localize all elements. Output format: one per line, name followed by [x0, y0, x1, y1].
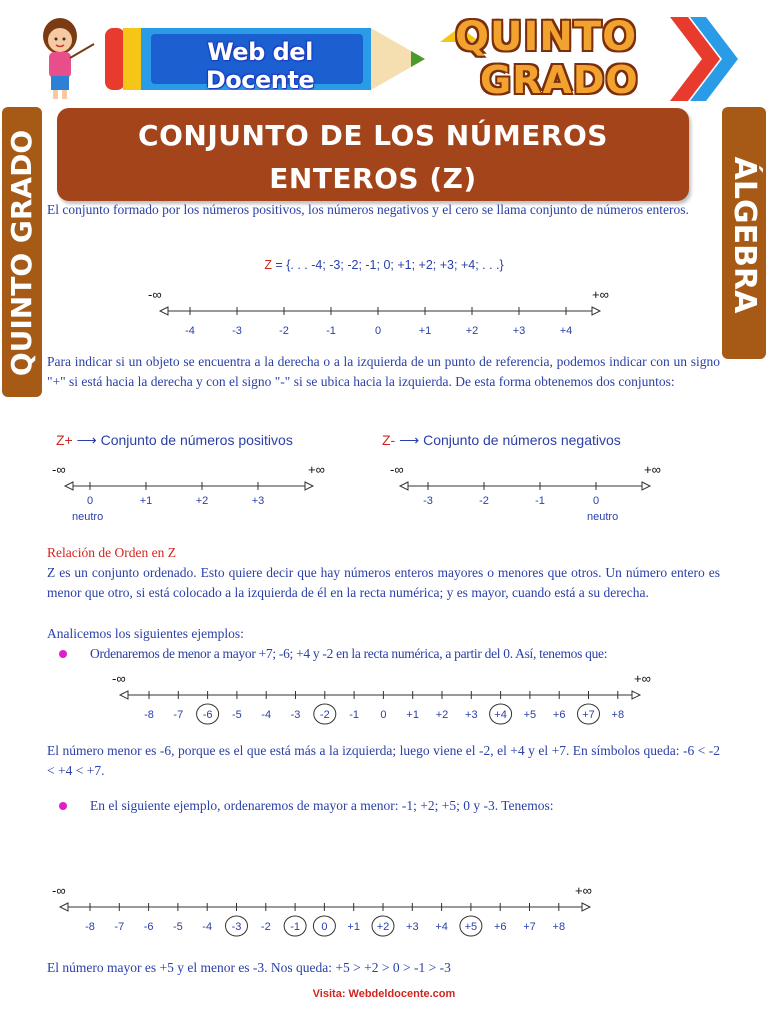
example2-conclusion: El número mayor es +5 y el menor es -3. Nos queda: +5 > +2 > 0 > -1 > -3	[47, 960, 451, 975]
tick-label: -2	[260, 921, 271, 933]
arrow-right-icon	[632, 691, 640, 699]
neg-infinity-label: -∞	[52, 462, 66, 477]
tick-label: +4	[494, 709, 507, 721]
pos-infinity-label: +∞	[634, 671, 651, 686]
title-line1: CONJUNTO DE LOS NÚMEROS	[138, 119, 608, 152]
direction-paragraph: Para indicar si un objeto se encuentra a la derecha o a la izquierda de un punto de referencia, podemos indicar con un signo "+" si está hacia la derecha y con el signo "-" si se ubica hacia la izquierda. De esta forma obtenemos dos conjuntos:	[47, 354, 720, 389]
tick-label: +2	[435, 709, 449, 721]
tick-label: -8	[85, 921, 95, 933]
tick-label: -5	[232, 709, 242, 721]
tick-label: +3	[512, 325, 526, 337]
number-line-positive	[52, 462, 325, 507]
logo-text: Web del Docente	[205, 38, 315, 94]
pos-infinity-label: +∞	[592, 287, 609, 302]
tick-label: +7	[523, 921, 536, 933]
positive-set-heading	[56, 432, 293, 449]
intro-paragraph: El conjunto formado por los números positivos, los números negativos y el cero se llama conjunto de números enteros.	[47, 202, 689, 217]
arrow-right-icon	[642, 482, 650, 490]
arrow-right-icon	[582, 903, 590, 911]
arrow-left-icon	[65, 482, 73, 490]
tick-label: 0	[592, 495, 600, 507]
footer-link[interactable]: Visita: Webdeldocente.com	[312, 988, 456, 1000]
tick-label: -5	[173, 921, 183, 933]
tick-label: 0	[374, 325, 382, 337]
tick-label: -3	[423, 495, 433, 507]
number-line-example2	[52, 883, 592, 936]
tick-label: +2	[376, 921, 390, 933]
tick-label: +3	[406, 921, 419, 933]
tick-label: +5	[464, 921, 478, 933]
neg-infinity-label: -∞	[390, 462, 404, 477]
positive-set-symbol: Z+	[56, 432, 73, 448]
tick-label: +6	[493, 921, 507, 933]
set-elements: = {. . . -4; -3; -2; -1; 0; +1; +2; +3; +4; . . .}	[271, 258, 504, 272]
example1-conclusion: El número menor es -6, porque es el que está más a la izquierda; luego viene el -2, el +4 y el +7. En símbolos queda: -6 < -2 < +4 < +7.	[47, 743, 720, 778]
arrow-right-icon	[592, 307, 600, 315]
tick-label: +4	[435, 921, 448, 933]
negative-set-heading	[382, 432, 621, 449]
tick-label: -3	[231, 921, 242, 933]
tick-label: -1	[535, 495, 545, 507]
tick-label: -3	[232, 325, 242, 337]
tick-label: -2	[279, 325, 289, 337]
bullet-icon	[59, 802, 67, 810]
tick-label: -6	[202, 709, 213, 721]
set-symbol: Z	[264, 258, 272, 272]
tick-label: 0	[380, 709, 387, 721]
neg-infinity-label: -∞	[112, 671, 126, 686]
negative-set-symbol: Z-	[382, 432, 396, 448]
tick-label: -1	[349, 709, 359, 721]
tick-label: +5	[523, 709, 537, 721]
arrow-left-icon	[60, 903, 68, 911]
neutral-label-positive: neutro	[72, 511, 104, 523]
tick-label: -1	[326, 325, 336, 337]
example1-text: Ordenaremos de menor a mayor +7; -6; +4 y -2 en la recta numérica, a partir del 0. Así, tenemos que:	[90, 646, 608, 661]
tick-label: +1	[418, 325, 432, 337]
order-heading: Relación de Orden en Z	[47, 545, 176, 560]
tick-label: +3	[251, 495, 265, 507]
side-label-left: QUINTO GRADO	[5, 129, 38, 377]
tick-label: -4	[202, 921, 213, 933]
arrow-icon: ⟶	[76, 432, 97, 448]
grade-title-line2: GRADO	[480, 58, 639, 102]
tick-label: -7	[114, 921, 125, 933]
tick-label: 0	[321, 921, 328, 933]
bullet-icon	[59, 650, 67, 658]
number-line-negative	[390, 462, 661, 507]
neutral-label-negative: neutro	[587, 511, 619, 523]
pos-infinity-label: +∞	[308, 462, 325, 477]
tick-label: -7	[173, 709, 184, 721]
tick-label: +6	[552, 709, 566, 721]
tick-label: +7	[582, 709, 595, 721]
example2-text: En el siguiente ejemplo, ordenaremos de mayor a menor: -1; +2; +5; 0 y -3. Tenemos:	[90, 798, 554, 813]
tick-label: -8	[144, 709, 154, 721]
examples-intro: Analicemos los siguientes ejemplos:	[47, 626, 244, 641]
tick-label: -1	[290, 921, 300, 933]
tick-label: -3	[290, 709, 301, 721]
arrow-left-icon	[120, 691, 128, 699]
tick-label: +2	[195, 495, 209, 507]
tick-label: -4	[261, 709, 272, 721]
positive-set-label: Conjunto de números positivos	[100, 432, 293, 448]
tick-label: +4	[559, 325, 573, 337]
grade-title-line1: QUINTO	[455, 14, 638, 60]
arrow-icon: ⟶	[399, 432, 420, 448]
pos-infinity-label: +∞	[575, 883, 592, 898]
tick-label: 0	[86, 495, 94, 507]
tick-label: +2	[465, 325, 479, 337]
pos-infinity-label: +∞	[644, 462, 661, 477]
tick-label: +1	[406, 709, 419, 721]
tick-label: +1	[139, 495, 153, 507]
neg-infinity-label: -∞	[52, 883, 66, 898]
tick-label: +8	[611, 709, 625, 721]
tick-label: +8	[552, 921, 566, 933]
arrow-right-icon	[305, 482, 313, 490]
arrow-left-icon	[160, 307, 168, 315]
neg-infinity-label: -∞	[148, 287, 162, 302]
tick-label: -4	[185, 325, 195, 337]
tick-label: +3	[465, 709, 478, 721]
arrow-left-icon	[400, 482, 408, 490]
number-line-example1	[112, 671, 651, 724]
negative-set-label: Conjunto de números negativos	[423, 432, 621, 448]
tick-label: -2	[479, 495, 489, 507]
number-line-main	[148, 287, 609, 337]
tick-label: +1	[347, 921, 360, 933]
order-paragraph: Z es un conjunto ordenado. Esto quiere decir que hay números enteros mayores o menores que otros. Un número entero es menor que otro, si está colocado a la izquierda de él en la recta numérica; y es mayor, cuando está a su derecha.	[47, 565, 720, 600]
tick-label: -2	[319, 709, 330, 721]
side-label-right: ÁLGEBRA	[727, 156, 762, 314]
tick-label: -6	[143, 921, 154, 933]
title-line2: ENTEROS (Z)	[269, 162, 477, 195]
